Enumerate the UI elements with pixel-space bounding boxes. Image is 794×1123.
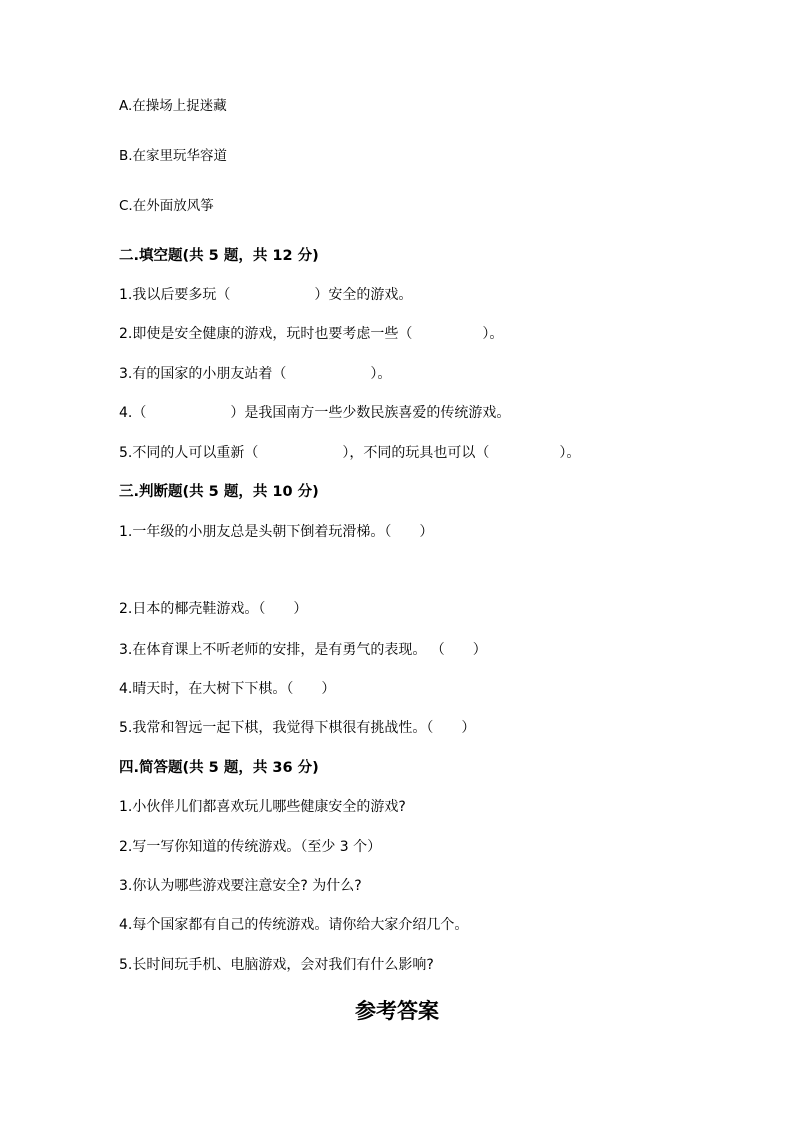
true-false-question-5: 5.我常和智远一起下棋，我觉得下棋很有挑战性。（ ） bbox=[119, 720, 476, 736]
fill-blank-question-4: 4.（ ）是我国南方一些少数民族喜爱的传统游戏。 bbox=[119, 405, 511, 421]
section-heading-true-false: 三.判断题(共 5 题，共 10 分) bbox=[119, 484, 319, 500]
fill-blank-question-3: 3.有的国家的小朋友站着（ ）。 bbox=[119, 366, 392, 382]
true-false-question-4: 4.晴天时，在大树下下棋。（ ） bbox=[119, 681, 336, 697]
true-false-question-2: 2.日本的椰壳鞋游戏。（ ） bbox=[119, 601, 308, 617]
short-answer-question-1: 1.小伙伴儿们都喜欢玩儿哪些健康安全的游戏? bbox=[119, 799, 406, 815]
answers-title: 参考答案 bbox=[355, 998, 439, 1023]
fill-blank-question-1: 1.我以后要多玩（ ）安全的游戏。 bbox=[119, 287, 413, 303]
short-answer-question-2: 2.写一写你知道的传统游戏。（至少 3 个） bbox=[119, 839, 382, 855]
section-heading-short-answer: 四.简答题(共 5 题，共 36 分) bbox=[119, 760, 319, 776]
fill-blank-question-2: 2.即使是安全健康的游戏，玩时也要考虑一些（ ）。 bbox=[119, 326, 504, 342]
true-false-question-3: 3.在体育课上不听老师的安排，是有勇气的表现。 （ ） bbox=[119, 642, 487, 658]
section-heading-fill-blank: 二.填空题(共 5 题，共 12 分) bbox=[119, 248, 319, 264]
short-answer-question-3: 3.你认为哪些游戏要注意安全? 为什么? bbox=[119, 878, 362, 894]
option-a: A.在操场上捉迷藏 bbox=[119, 98, 227, 114]
fill-blank-question-5: 5.不同的人可以重新（ ），不同的玩具也可以（ ）。 bbox=[119, 445, 581, 461]
short-answer-question-4: 4.每个国家都有自己的传统游戏。请你给大家介绍几个。 bbox=[119, 917, 469, 933]
short-answer-question-5: 5.长时间玩手机、电脑游戏，会对我们有什么影响? bbox=[119, 957, 434, 973]
true-false-question-1: 1.一年级的小朋友总是头朝下倒着玩滑梯。（ ） bbox=[119, 524, 434, 540]
option-c: C.在外面放风筝 bbox=[119, 198, 214, 214]
option-b: B.在家里玩华容道 bbox=[119, 148, 228, 164]
